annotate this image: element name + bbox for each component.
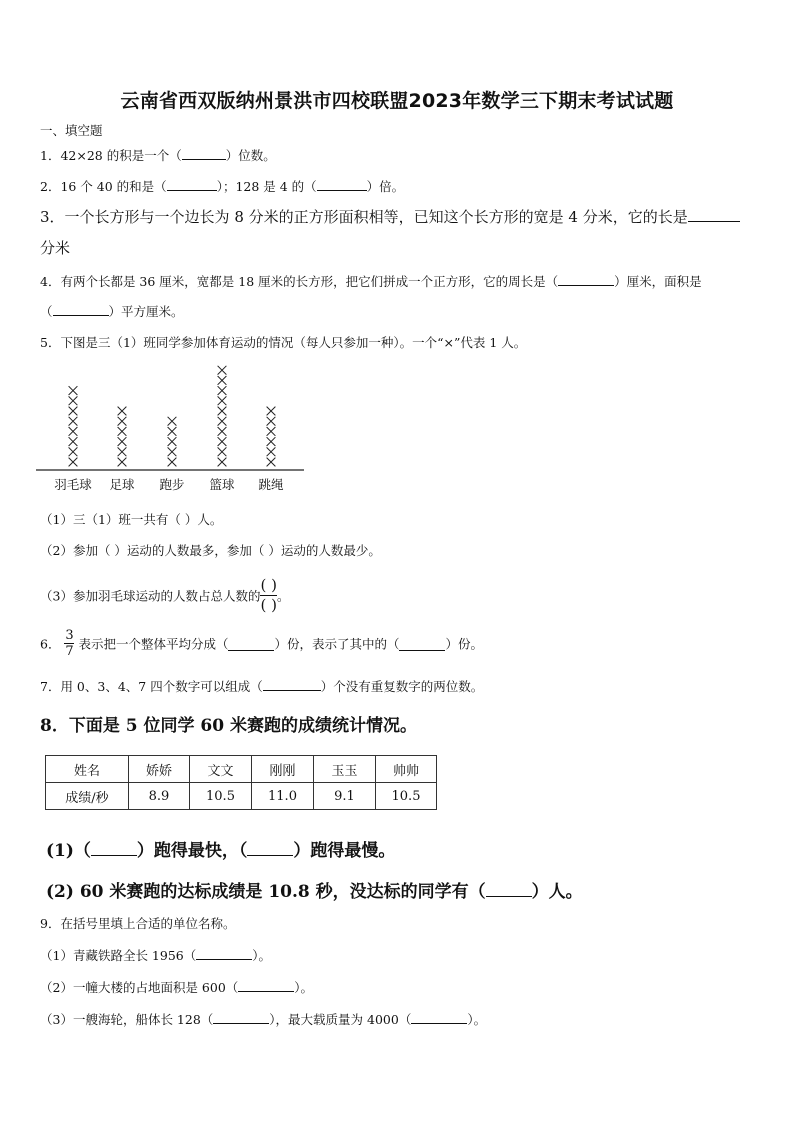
answer-blank[interactable] xyxy=(263,677,321,691)
cross-mark xyxy=(218,366,227,375)
q5-sub1: （1）三（1）班一共有（ ）人。 xyxy=(40,512,223,527)
cross-mark xyxy=(168,427,177,436)
question-6 xyxy=(40,628,483,659)
cross-mark xyxy=(118,458,127,467)
cross-mark xyxy=(118,417,127,426)
q5-sub3 xyxy=(40,576,289,615)
q4-text-post: ）厘米，面积是 xyxy=(614,274,702,289)
cross-mark xyxy=(218,458,227,467)
table-cell: 娇娇 xyxy=(129,756,190,783)
q3-text-line2: 分米 xyxy=(40,239,71,257)
question-7 xyxy=(40,677,483,695)
answer-blank[interactable] xyxy=(196,946,252,960)
answer-blank[interactable] xyxy=(91,840,137,856)
question-4 xyxy=(40,272,702,290)
cross-mark xyxy=(218,396,227,405)
cross-mark xyxy=(218,437,227,446)
table-cell: 8.9 xyxy=(129,783,190,810)
cross-mark xyxy=(69,447,78,456)
cross-mark xyxy=(69,396,78,405)
table-row xyxy=(46,756,437,783)
answer-blank[interactable] xyxy=(411,1010,467,1024)
question-2 xyxy=(40,177,404,195)
cross-mark xyxy=(69,417,78,426)
section-heading: 一、填空题 xyxy=(40,123,103,138)
category-label: 羽毛球 xyxy=(54,477,92,492)
cross-mark xyxy=(218,407,227,416)
answer-blank[interactable] xyxy=(228,637,274,651)
table-cell: 10.5 xyxy=(190,783,252,810)
table-cell: 11.0 xyxy=(252,783,314,810)
table-row xyxy=(46,783,437,810)
question-3 xyxy=(40,206,740,227)
q1-text-post: ）位数。 xyxy=(225,148,276,163)
table-cell: 姓名 xyxy=(46,756,129,783)
answer-blank[interactable] xyxy=(213,1010,269,1024)
cross-mark xyxy=(168,437,177,446)
cross-mark xyxy=(218,447,227,456)
page-title: 云南省西双版纳州景洪市四校联盟2023年数学三下期末考试试题 xyxy=(120,90,674,112)
category-label: 跳绳 xyxy=(258,477,284,492)
q6-number: 6． xyxy=(40,636,61,652)
answer-blank[interactable] xyxy=(317,177,367,191)
fraction-blank[interactable] xyxy=(260,576,276,615)
cross-mark xyxy=(267,407,276,416)
category-label: 跑步 xyxy=(159,477,185,492)
cross-mark xyxy=(69,458,78,467)
cross-mark xyxy=(267,427,276,436)
score-table xyxy=(45,755,437,810)
q6-text-post: ）份。 xyxy=(445,636,483,652)
q9-sub3-post: ）。 xyxy=(467,1012,487,1027)
q7-text-pre: 7．用 0、3、4、7 四个数字可以组成（ xyxy=(40,679,263,694)
question-8-intro: 8．下面是 5 位同学 60 米赛跑的成绩统计情况。 xyxy=(40,716,417,736)
q8-sub2-post: ）人。 xyxy=(531,882,583,902)
cross-mark xyxy=(118,437,127,446)
cross-mark xyxy=(218,376,227,385)
category-label: 篮球 xyxy=(209,477,235,492)
dot-plot-chart xyxy=(36,360,308,498)
table-cell: 成绩/秒 xyxy=(46,783,129,810)
fraction-numerator: ( ) xyxy=(260,576,277,594)
q6-text-pre: 表示把一个整体平均分成（ xyxy=(78,636,229,652)
q8-sub1 xyxy=(46,836,395,861)
q2-text-mid: ）；128 是 4 的（ xyxy=(216,179,317,194)
q5-sub3-end: 。 xyxy=(276,588,290,604)
q8-sub1-mid: ）跑得最快，（ xyxy=(136,841,248,861)
cross-mark xyxy=(168,458,177,467)
cross-mark xyxy=(118,447,127,456)
q9-sub1-post: ）。 xyxy=(252,948,272,963)
cross-mark xyxy=(118,407,127,416)
q7-text-post: ）个没有重复数字的两位数。 xyxy=(320,679,484,694)
cross-mark xyxy=(218,417,227,426)
answer-blank[interactable] xyxy=(247,840,293,856)
answer-blank[interactable] xyxy=(399,637,445,651)
q9-sub1-pre: （1）青藏铁路全长 1956（ xyxy=(40,948,197,963)
cross-mark xyxy=(118,427,127,436)
category-label: 足球 xyxy=(109,477,135,492)
q4-text-pre: 4．有两个长都是 36 厘米，宽都是 18 厘米的长方形，把它们拼成一个正方形，它的周长是（ xyxy=(40,274,559,289)
table-cell: 刚刚 xyxy=(252,756,314,783)
q9-sub3-mid: ），最大载质量为 4000（ xyxy=(269,1012,412,1027)
answer-blank[interactable] xyxy=(688,208,740,222)
q5-sub2: （2）参加（ ）运动的人数最多，参加（ ）运动的人数最少。 xyxy=(40,543,381,558)
answer-blank[interactable] xyxy=(167,177,217,191)
question-4-line2 xyxy=(40,302,184,320)
q6-text-mid: ）份，表示了其中的（ xyxy=(274,636,400,652)
question-9-intro: 9．在括号里填上合适的单位名称。 xyxy=(40,916,236,931)
cross-mark xyxy=(267,458,276,467)
cross-mark xyxy=(168,447,177,456)
q8-sub1-post: ）跑得最慢。 xyxy=(293,841,396,861)
question-5-intro: 5．下图是三（1）班同学参加体育运动的情况（每人只参加一种）。一个“×”代表 1 人。 xyxy=(40,335,527,350)
answer-blank[interactable] xyxy=(558,272,614,286)
q3-text-line1: 3．一个长方形与一个边长为 8 分米的正方形面积相等，已知这个长方形的宽是 4 分米，它的长是 xyxy=(40,208,688,226)
answer-blank[interactable] xyxy=(53,302,109,316)
q9-sub2-pre: （2）一幢大楼的占地面积是 600（ xyxy=(40,980,239,995)
q9-sub3 xyxy=(40,1010,486,1028)
fraction-three-sevenths xyxy=(64,628,74,659)
table-cell: 玉玉 xyxy=(314,756,376,783)
q8-sub1-pre: (1)（ xyxy=(46,841,91,861)
q9-sub2-post: ）。 xyxy=(294,980,314,995)
answer-blank[interactable] xyxy=(486,881,532,897)
q4-line2-post: ）平方厘米。 xyxy=(108,304,184,319)
answer-blank[interactable] xyxy=(182,146,226,160)
cross-mark xyxy=(267,417,276,426)
q2-text-pre: 2．16 个 40 的和是（ xyxy=(40,179,167,194)
q8-sub2 xyxy=(46,877,583,902)
cross-mark xyxy=(267,437,276,446)
q1-text-pre: 1．42×28 的积是一个（ xyxy=(40,148,182,163)
table-cell: 10.5 xyxy=(376,783,437,810)
q9-sub3-pre: （3）一艘海轮，船体长 128（ xyxy=(40,1012,214,1027)
fraction-denominator: ( ) xyxy=(260,596,277,614)
table-cell: 帅帅 xyxy=(376,756,437,783)
q9-sub1 xyxy=(40,946,271,964)
q9-sub2 xyxy=(40,978,313,996)
cross-mark xyxy=(168,417,177,426)
cross-mark xyxy=(69,407,78,416)
table-cell: 文文 xyxy=(190,756,252,783)
q5-sub3-text: （3）参加羽毛球运动的人数占总人数的 xyxy=(40,588,261,604)
cross-mark xyxy=(218,427,227,436)
q4-line2-pre: （ xyxy=(40,304,53,319)
cross-mark xyxy=(69,437,78,446)
q2-text-post: ）倍。 xyxy=(366,179,405,194)
cross-mark xyxy=(69,427,78,436)
fraction-numerator: 3 xyxy=(65,628,74,643)
question-1 xyxy=(40,146,276,164)
table-cell: 9.1 xyxy=(314,783,376,810)
q8-sub2-pre: (2) 60 米赛跑的达标成绩是 10.8 秒，没达标的同学有（ xyxy=(46,882,486,902)
cross-mark xyxy=(267,447,276,456)
cross-mark xyxy=(218,386,227,395)
fraction-denominator: 7 xyxy=(65,644,74,659)
answer-blank[interactable] xyxy=(238,978,294,992)
cross-mark xyxy=(69,386,78,395)
